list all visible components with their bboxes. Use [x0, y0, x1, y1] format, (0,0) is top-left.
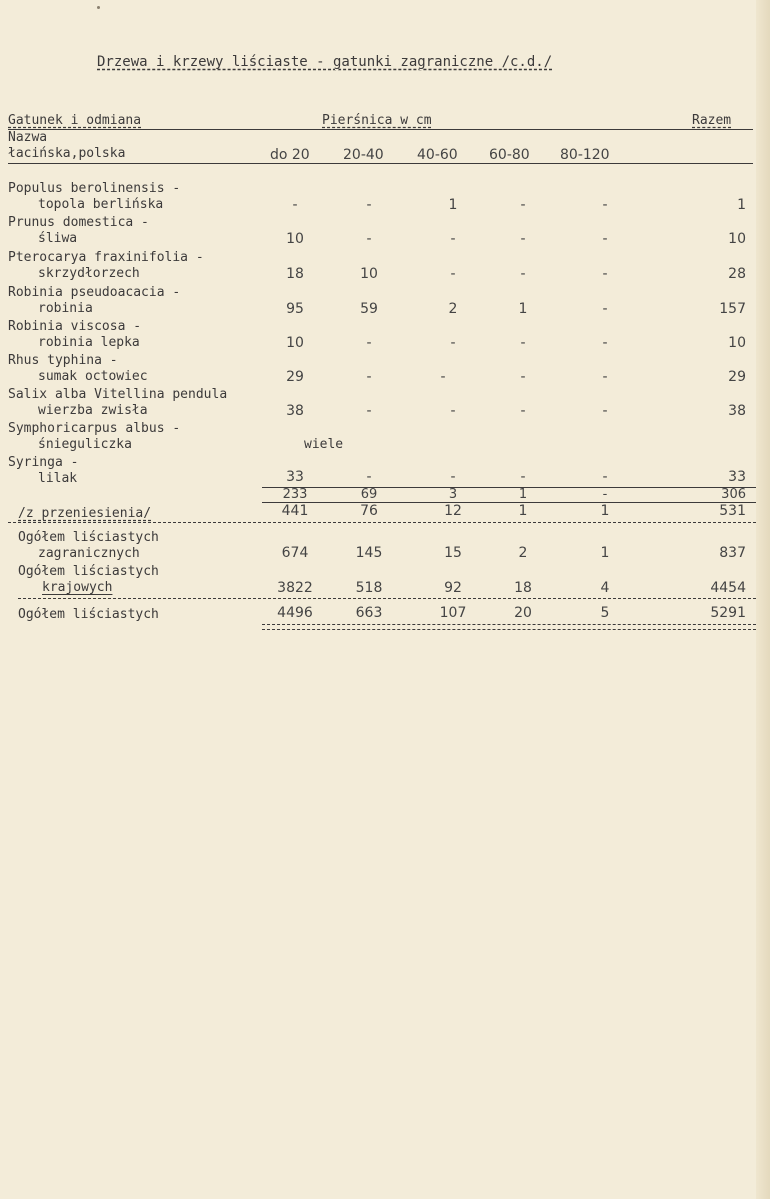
- cell: -: [602, 266, 608, 282]
- cell: -: [450, 335, 456, 351]
- row-latin: Salix alba Vitellina pendula: [8, 387, 228, 402]
- cell: 18: [286, 266, 304, 282]
- header-class-0: do 20: [270, 147, 310, 163]
- carried-cell: 441: [281, 503, 309, 519]
- grand-label: Ogółem liściastych: [18, 607, 159, 622]
- row-polish: skrzydłorzech: [38, 266, 140, 281]
- cell: 59: [360, 301, 378, 317]
- row-polish: wierzba zwisła: [38, 403, 148, 418]
- row-latin: Prunus domestica -: [8, 215, 149, 230]
- summary-rule: [18, 598, 756, 599]
- cell-total: 29: [728, 369, 746, 385]
- cell-total: 28: [728, 266, 746, 282]
- header-class-3: 60-80: [489, 147, 530, 163]
- summary-total: 837: [719, 545, 746, 561]
- summary-total: 4454: [710, 580, 746, 596]
- grand-cell: 5: [600, 605, 610, 621]
- grand-cell: 107: [439, 605, 467, 621]
- cell: -: [520, 335, 526, 351]
- grand-cell: 663: [355, 605, 383, 621]
- header-class-1: 20-40: [343, 147, 384, 163]
- row-polish: śnieguliczka: [38, 437, 132, 452]
- cell: 33: [286, 469, 304, 485]
- row-latin: Robinia pseudoacacia -: [8, 285, 181, 300]
- cell-total: 10: [728, 231, 746, 247]
- summary-cell: 145: [355, 545, 383, 561]
- summary-label: Ogółem liściastych: [18, 530, 159, 545]
- cell: 2: [448, 301, 458, 317]
- subtotal-cell: 233: [282, 487, 308, 502]
- summary-cell: 92: [444, 580, 462, 596]
- row-latin: Syringa -: [8, 455, 79, 470]
- header-piersnica: Pierśnica w cm: [322, 113, 432, 128]
- header-rule-top: [8, 129, 753, 130]
- subtotal-cell: 1: [518, 487, 528, 502]
- summary-cell: 3822: [277, 580, 313, 596]
- cell: -: [602, 469, 608, 485]
- cell: 29: [286, 369, 304, 385]
- carried-cell: 12: [444, 503, 462, 519]
- summary-cell: 674: [281, 545, 309, 561]
- row-polish: lilak: [38, 471, 78, 486]
- summary-cell: 15: [444, 545, 462, 561]
- summary-label-2: zagranicznych: [38, 546, 140, 561]
- cell-total: 33: [728, 469, 746, 485]
- row-latin: Symphoricarpus albus -: [8, 421, 181, 436]
- cell: -: [520, 403, 526, 419]
- cell-total: 157: [719, 301, 746, 317]
- summary-cell: 2: [518, 545, 528, 561]
- summary-label: Ogółem liściastych: [18, 564, 159, 579]
- cell: 10: [286, 231, 304, 247]
- cell: -: [602, 369, 608, 385]
- cell: 95: [286, 301, 304, 317]
- row-polish: śliwa: [38, 231, 78, 246]
- summary-cell: 18: [514, 580, 532, 596]
- summary-cell: 4: [600, 580, 610, 596]
- cell: -: [602, 231, 608, 247]
- grand-cell: 4496: [277, 605, 313, 621]
- carried-label: /z przeniesienia/: [18, 506, 152, 521]
- cell: -: [292, 197, 298, 213]
- summary-cell: 518: [355, 580, 383, 596]
- row-polish: robinia lepka: [38, 335, 140, 350]
- subtotal-cell: -: [602, 487, 608, 502]
- cell: -: [366, 231, 372, 247]
- row-polish: topola berlińska: [38, 197, 164, 212]
- cell: -: [602, 301, 608, 317]
- summary-label-2: krajowych: [42, 580, 113, 595]
- cell: -: [450, 469, 456, 485]
- cell: -: [520, 231, 526, 247]
- subtotal-total: 306: [721, 487, 746, 502]
- cell: -: [602, 335, 608, 351]
- header-lacinska-polska: łacińska,polska: [8, 146, 126, 161]
- row-latin: Pterocarya fraxinifolia -: [8, 250, 204, 265]
- cell-wiele: wiele: [304, 437, 344, 452]
- header-gatunek: Gatunek i odmiana: [8, 113, 142, 128]
- cell: -: [450, 231, 456, 247]
- cell: 1: [518, 301, 528, 317]
- cell: -: [520, 469, 526, 485]
- cell-total: 10: [728, 335, 746, 351]
- cell: -: [366, 197, 372, 213]
- header-razem: Razem: [692, 113, 732, 128]
- grand-rule-2: [262, 629, 756, 630]
- cell: 38: [286, 403, 304, 419]
- carried-cell: 1: [518, 503, 528, 519]
- row-polish: robinia: [38, 301, 93, 316]
- row-latin: Rhus typhina -: [8, 353, 118, 368]
- cell: -: [520, 369, 526, 385]
- cell: 10: [286, 335, 304, 351]
- grand-total: 5291: [710, 605, 746, 621]
- grand-rule-1: [262, 624, 756, 625]
- cell: -: [440, 369, 446, 385]
- cell-total: 38: [728, 403, 746, 419]
- cell: 10: [360, 266, 378, 282]
- cell: -: [450, 266, 456, 282]
- cell: -: [366, 403, 372, 419]
- page-edge-shadow: [756, 0, 770, 1199]
- cell: -: [602, 197, 608, 213]
- grand-cell: 20: [514, 605, 532, 621]
- cell: -: [520, 266, 526, 282]
- header-class-4: 80-120: [560, 147, 610, 163]
- cell: 1: [448, 197, 458, 213]
- cell: -: [520, 197, 526, 213]
- cell: -: [366, 369, 372, 385]
- carried-rule: [8, 522, 756, 523]
- cell: -: [450, 403, 456, 419]
- cell: -: [602, 403, 608, 419]
- cell-total: 1: [737, 197, 746, 213]
- paper-speck: [97, 6, 100, 9]
- carried-cell: 1: [600, 503, 610, 519]
- header-nazwa: Nazwa: [8, 130, 48, 145]
- row-latin: Robinia viscosa -: [8, 319, 142, 334]
- cell: -: [366, 335, 372, 351]
- cell: -: [366, 469, 372, 485]
- header-rule-bottom: [8, 163, 753, 164]
- row-polish: sumak octowiec: [38, 369, 148, 384]
- page-title: Drzewa i krzewy liściaste - gatunki zagraniczne /c.d./: [97, 54, 553, 70]
- carried-cell: 76: [360, 503, 378, 519]
- row-latin: Populus berolinensis -: [8, 181, 181, 196]
- summary-cell: 1: [600, 545, 610, 561]
- carried-total: 531: [719, 503, 746, 519]
- subtotal-cell: 69: [360, 487, 378, 502]
- subtotal-cell: 3: [448, 487, 458, 502]
- header-class-2: 40-60: [417, 147, 458, 163]
